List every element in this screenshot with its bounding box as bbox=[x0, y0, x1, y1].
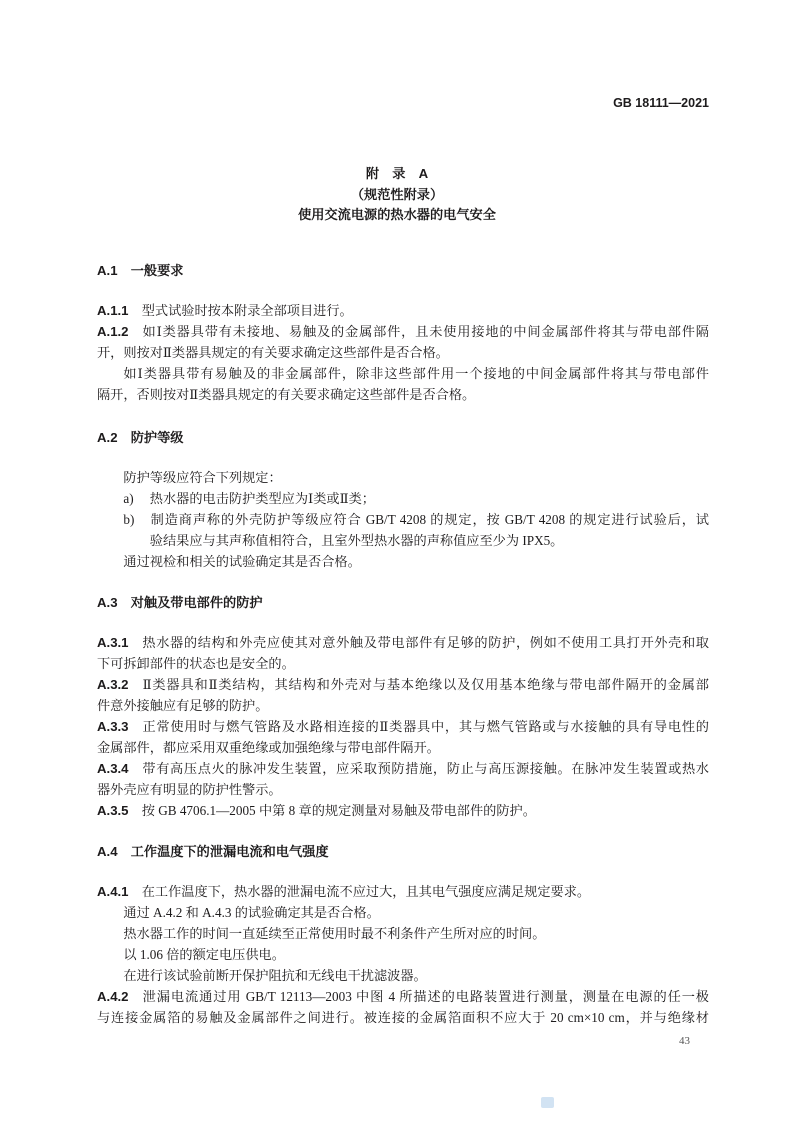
list-marker: b) bbox=[123, 512, 135, 527]
clause-number: A.4.2 bbox=[97, 989, 129, 1004]
clause-number: A.4.1 bbox=[97, 884, 129, 899]
text-line: 通过视检和相关的试验确定其是否合格。 bbox=[123, 554, 361, 569]
section-heading bbox=[97, 592, 709, 613]
text-line: 隔开，否则按对Ⅱ类器具规定的有关要求确定这些部件是否合格。 bbox=[97, 387, 476, 402]
text-line: 下可拆卸部件的状态也是安全的。 bbox=[97, 656, 295, 671]
clause-number: A.3.4 bbox=[97, 761, 129, 776]
clause-number: A.1.2 bbox=[97, 324, 129, 339]
clause-text: 型式试验时按本附录全部项目进行。 bbox=[141, 303, 353, 318]
section-title: 一般要求 bbox=[130, 263, 184, 278]
text-line: 开，则按对Ⅱ类器具规定的有关要求确定这些部件是否合格。 bbox=[97, 345, 449, 360]
page-number: 43 bbox=[679, 1035, 690, 1047]
clause-number: A.3.5 bbox=[97, 803, 129, 818]
section-number: A.1 bbox=[97, 263, 118, 278]
annex-name: 使用交流电源的热水器的电气安全 bbox=[298, 207, 496, 222]
footer-logo-icon bbox=[541, 1097, 554, 1108]
clause-text: 正常使用时与燃气管路及水路相连接的Ⅱ类器具中，其与燃气管路或与水接触的具有导电性的 bbox=[141, 719, 709, 734]
text-line: 防护等级应符合下列规定： bbox=[123, 470, 282, 485]
text-line: 以 1.06 倍的额定电压供电。 bbox=[123, 947, 285, 962]
section-a2 bbox=[97, 427, 709, 572]
clause-text: 在工作温度下，热水器的泄漏电流不应过大，且其电气强度应满足规定要求。 bbox=[141, 884, 591, 899]
text-line: 验结果应与其声称值相符合，且室外型热水器的声称值应至少为 IPX5。 bbox=[149, 533, 564, 548]
clause-line bbox=[97, 716, 709, 737]
section-heading bbox=[97, 260, 709, 281]
list-item bbox=[97, 488, 709, 509]
text-line: 金属部件，都应采用双重绝缘或加强绝缘与带电部件隔开。 bbox=[97, 740, 440, 755]
clause-line bbox=[97, 800, 709, 821]
clause-line bbox=[97, 300, 709, 321]
section-body bbox=[97, 632, 709, 821]
section-a3 bbox=[97, 592, 709, 821]
clause-text: 按 GB 4706.1—2005 中第 8 章的规定测量对易触及带电部件的防护。 bbox=[141, 803, 536, 818]
text-line: 器外壳应有明显的防护性警示。 bbox=[97, 782, 282, 797]
list-item-text: 热水器的电击防护类型应为Ⅰ类或Ⅱ类； bbox=[149, 491, 375, 506]
section-title: 防护等级 bbox=[130, 430, 184, 445]
clause-line bbox=[97, 986, 709, 1007]
text-line: 热水器工作的时间一直延续至正常使用时最不利条件产生所对应的时间。 bbox=[123, 926, 546, 941]
section-number: A.4 bbox=[97, 844, 118, 859]
clause-line bbox=[97, 758, 709, 779]
clause-text: 带有高压点火的脉冲发生装置，应采取预防措施，防止与高压源接触。在脉冲发生装置或热水 bbox=[141, 761, 709, 776]
clause-text: 如Ⅰ类器具带有未接地、易触及的金属部件，且未使用接地的中间金属部件将其与带电部件隔 bbox=[141, 324, 709, 339]
section-a1 bbox=[97, 260, 709, 405]
annex-type: （规范性附录） bbox=[350, 187, 444, 202]
annex-title: 附 录 A bbox=[365, 166, 429, 181]
clause-line bbox=[97, 674, 709, 695]
section-body bbox=[97, 467, 709, 572]
clause-line bbox=[97, 632, 709, 653]
clause-line bbox=[97, 321, 709, 342]
clause-text: Ⅱ类器具和Ⅱ类结构，其结构和外壳对与基本绝缘以及仅用基本绝缘与带电部件隔开的金属部 bbox=[141, 677, 709, 692]
clause-number: A.1.1 bbox=[97, 303, 129, 318]
clause-number: A.3.1 bbox=[97, 635, 129, 650]
section-title: 对触及带电部件的防护 bbox=[130, 595, 263, 610]
section-body bbox=[97, 881, 709, 1028]
list-marker: a) bbox=[123, 491, 134, 506]
list-item bbox=[97, 509, 709, 530]
section-heading bbox=[97, 841, 709, 862]
text-line: 件意外接触应有足够的防护。 bbox=[97, 698, 269, 713]
text-line: 如Ⅰ类器具带有易触及的非金属部件，除非这些部件用一个接地的中间金属部件将其与带电部件 bbox=[123, 366, 709, 381]
text-line: 在进行该试验前断开保护阻抗和无线电干扰滤波器。 bbox=[123, 968, 427, 983]
section-number: A.3 bbox=[97, 595, 118, 610]
standard-code: GB 18111—2021 bbox=[613, 96, 709, 110]
text-line: 通过 A.4.2 和 A.4.3 的试验确定其是否合格。 bbox=[123, 905, 380, 920]
clause-number: A.3.2 bbox=[97, 677, 129, 692]
section-a4 bbox=[97, 841, 709, 1028]
section-title: 工作温度下的泄漏电流和电气强度 bbox=[130, 844, 329, 859]
clause-line bbox=[97, 881, 709, 902]
clause-text: 泄漏电流通过用 GB/T 12113—2003 中图 4 所描述的电路装置进行测量，测量在电源的任一极 bbox=[141, 989, 709, 1004]
clause-text: 热水器的结构和外壳应使其对意外触及带电部件有足够的防护，例如不使用工具打开外壳和取 bbox=[141, 635, 709, 650]
text-line: 与连接金属箔的易触及金属部件之间进行。被连接的金属箔面积不应大于 20 cm×10 cm，并与绝缘材 bbox=[97, 1010, 709, 1025]
section-heading bbox=[97, 427, 709, 448]
list-item-text: 制造商声称的外壳防护等级应符合 GB/T 4208 的规定，按 GB/T 4208 的规定进行试验后，试 bbox=[149, 512, 709, 527]
section-body bbox=[97, 300, 709, 405]
section-number: A.2 bbox=[97, 430, 118, 445]
clause-number: A.3.3 bbox=[97, 719, 129, 734]
